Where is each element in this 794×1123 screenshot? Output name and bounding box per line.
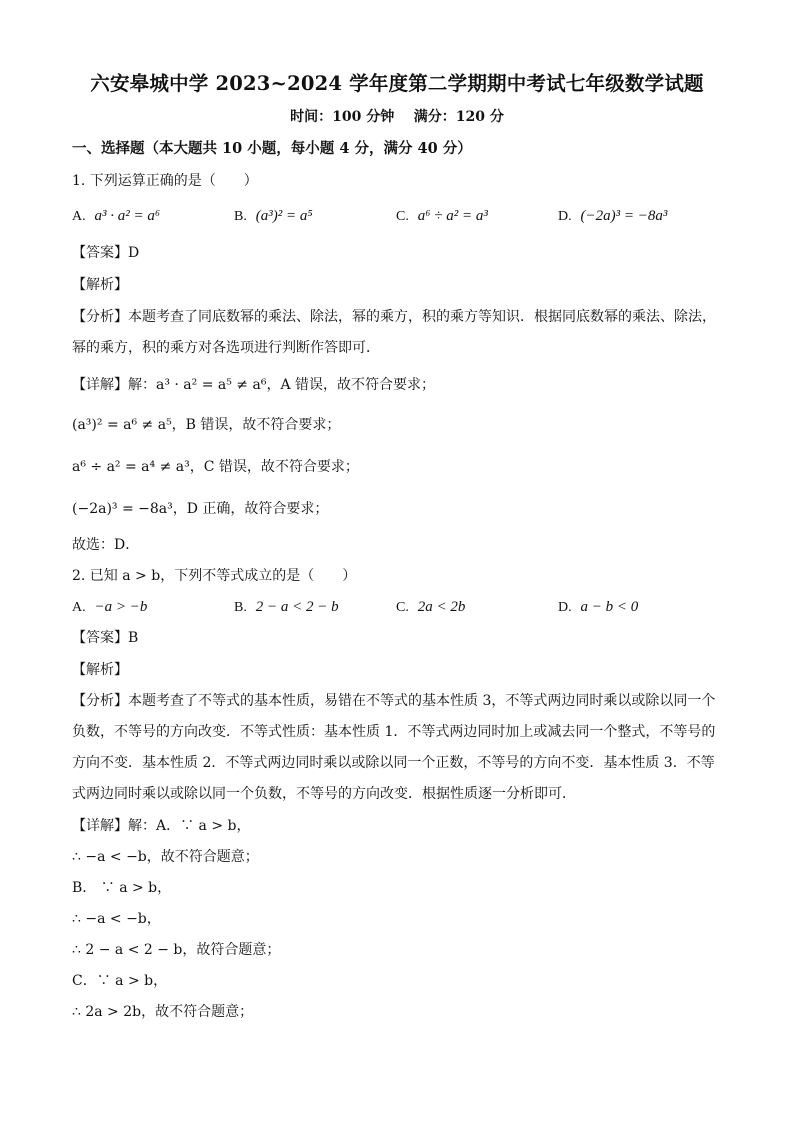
q1-stem: 1. 下列运算正确的是（ ） [72, 173, 258, 189]
q1-detail-line-4: (−2a)³ = −8a³，D 正确，故符合要求； [72, 501, 329, 517]
section-heading: 一、选择题（本大题共 10 小题，每小题 4 分，满分 40 分） [72, 140, 472, 157]
q2-detail-line-4: ∴ −a < −b， [72, 911, 161, 927]
q2-answer: 【答案】B [72, 630, 139, 646]
q1-analysis-line-1: 【分析】本题考查了同底数幂的乘法、除法，幂的乘方，积的乘方等知识．根据同底数幂的乘法、除法， [72, 309, 716, 325]
q1-detail-line-1: 【详解】解：a³ · a² = a⁵ ≠ a⁶，A 错误，故不符合要求； [72, 377, 436, 393]
q2-stem: 2. 已知 a > b，下列不等式成立的是（ ） [72, 568, 357, 584]
q2-detail-line-3: B． ∵ a > b， [72, 880, 172, 896]
q1-detail-line-3: a⁶ ÷ a² = a⁴ ≠ a³，C 错误，故不符合要求； [72, 459, 359, 475]
q2-detail-line-1: 【详解】解：A．∵ a > b， [72, 818, 251, 834]
q1-option-d: D. (−2a)³ = −8a³ [558, 208, 668, 224]
q2-option-c: C. 2a < 2b [396, 599, 466, 615]
q2-detail-line-6: C．∵ a > b， [72, 973, 168, 989]
q2-detail-line-7: ∴ 2a > 2b，故不符合题意； [72, 1004, 254, 1020]
q1-analysis-line-2: 幂的乘方，积的乘方对各选项进行判断作答即可． [72, 340, 380, 356]
q2-detail-line-5: ∴ 2 − a < 2 − b，故符合题意； [72, 942, 281, 958]
q1-option-b: B. (a³)² = a⁵ [234, 208, 313, 224]
q2-analysis-tag: 【解析】 [72, 662, 128, 678]
q2-option-b: B. 2 − a < 2 − b [234, 599, 339, 615]
q2-detail-line-2: ∴ −a < −b，故不符合题意； [72, 849, 259, 865]
q1-detail-line-2: (a³)² = a⁶ ≠ a⁵，B 错误，故不符合要求； [72, 417, 341, 433]
q1-option-a: A. a³ · a² = a⁶ [72, 208, 161, 224]
q1-choose: 故选：D． [72, 537, 140, 553]
q2-analysis-line-3: 方向不变．基本性质 2．不等式两边同时乘以或除以同一个正数，不等号的方向不变．基本性质 3．不等 [72, 755, 715, 771]
q2-options [72, 598, 734, 620]
q2-analysis-line-4: 式两边同时乘以或除以同一个负数，不等号的方向改变．根据性质逐一分析即可． [72, 786, 576, 802]
q1-answer: 【答案】D [72, 245, 140, 261]
q1-options [72, 207, 734, 229]
q2-analysis-line-1: 【分析】本题考查了不等式的基本性质，易错在不等式的基本性质 3，不等式两边同时乘以或除以同一个 [72, 693, 716, 709]
exam-subtitle: 时间：100 分钟 满分：120 分 [290, 109, 504, 125]
q2-option-a: A. −a > −b [72, 599, 148, 615]
q1-option-c: C. a⁶ ÷ a² = a³ [396, 208, 488, 224]
q2-option-d: D. a − b < 0 [558, 599, 639, 615]
q2-analysis-line-2: 负数，不等号的方向改变．不等式性质：基本性质 1．不等式两边同时加上或减去同一个整式，不等号的 [72, 724, 716, 740]
exam-title: 六安皋城中学 2023~2024 学年度第二学期期中考试七年级数学试题 [90, 72, 704, 95]
q1-analysis-tag: 【解析】 [72, 277, 128, 293]
